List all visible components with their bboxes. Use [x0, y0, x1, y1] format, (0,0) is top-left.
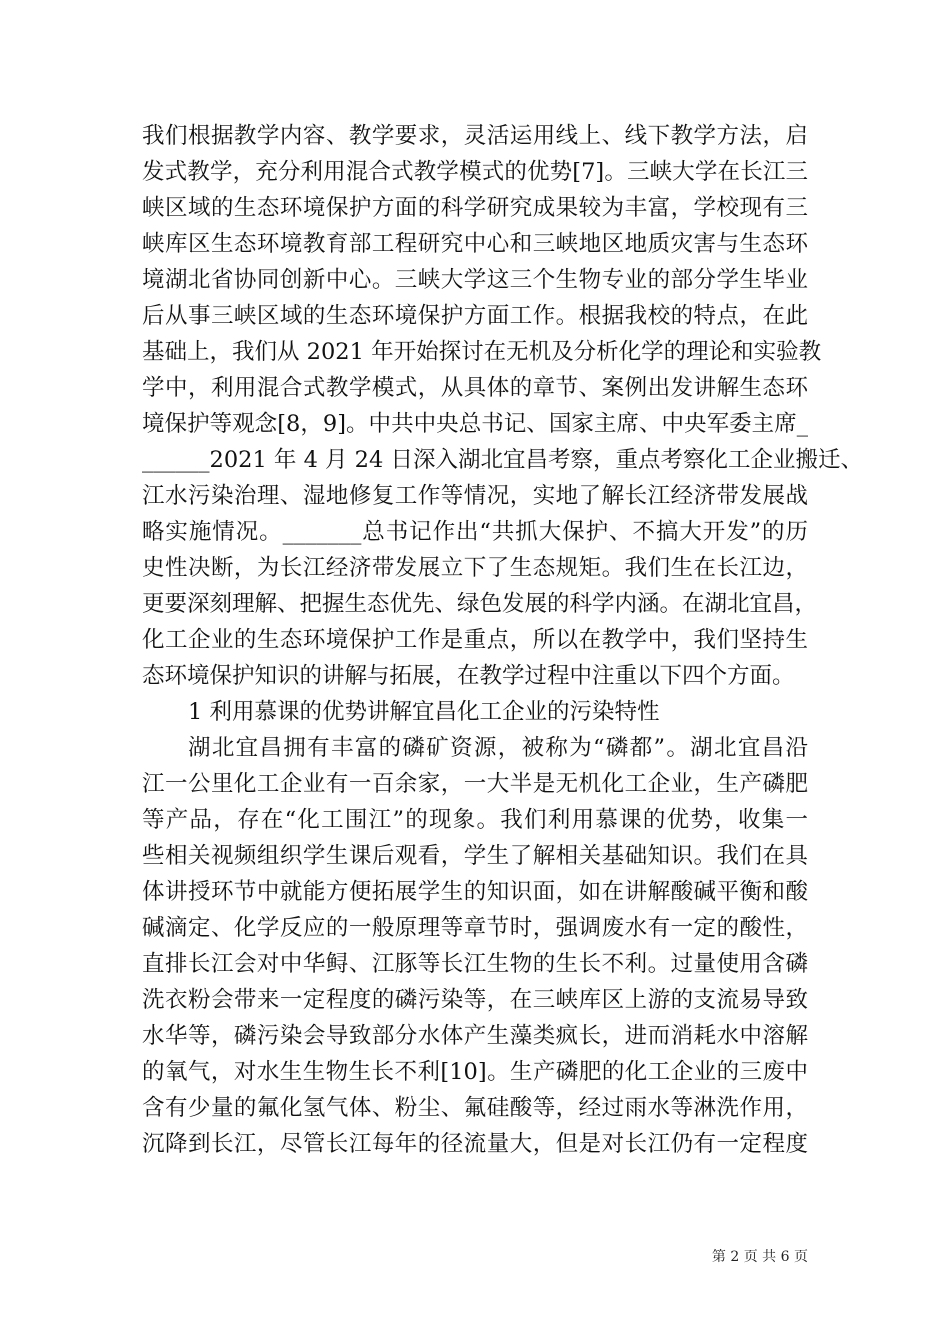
text-line — [142, 298, 808, 334]
text-line — [142, 478, 808, 514]
text-line — [142, 406, 808, 442]
text-line-content: 史性决断，为长江经济带发展立下了生态规矩。我们生在长江边， — [142, 555, 808, 581]
text-line — [142, 982, 808, 1018]
text-line-content: 略实施情况。_______总书记作出“共抓大保护、不搞大开发”的历 — [142, 519, 808, 545]
text-line-content: 直排长江会对中华鲟、江豚等长江生物的生长不利。过量使用含磷 — [142, 951, 808, 977]
body-text — [142, 118, 863, 1162]
text-line — [142, 226, 808, 262]
text-line — [142, 514, 808, 550]
text-line-content: 后从事三峡区域的生态环境保护方面工作。根据我校的特点，在此 — [142, 303, 808, 329]
text-line — [142, 658, 808, 694]
text-line-content: 的氧气，对水生生物生长不利[10]。生产磷肥的化工企业的三废中 — [142, 1059, 808, 1085]
text-line — [142, 622, 808, 658]
text-line — [142, 370, 808, 406]
text-line — [142, 946, 808, 982]
text-line-content: 含有少量的氟化氢气体、粉尘、氟硅酸等，经过雨水等淋洗作用， — [142, 1095, 808, 1121]
text-line-content: 我们根据教学内容、教学要求，灵活运用线上、线下教学方法，启 — [142, 123, 808, 149]
text-line-content: 碱滴定、化学反应的一般原理等章节时，强调废水有一定的酸性， — [142, 915, 808, 941]
section-heading — [142, 694, 808, 730]
text-line — [142, 190, 808, 226]
text-line — [142, 1090, 808, 1126]
text-line — [142, 802, 808, 838]
text-line — [142, 586, 818, 622]
text-line — [142, 550, 808, 586]
text-line-content: 峡库区生态环境教育部工程研究中心和三峡地区地质灾害与生态环 — [142, 231, 808, 257]
text-line-content: 洗衣粉会带来一定程度的磷污染等，在三峡库区上游的支流易导致 — [142, 987, 808, 1013]
text-line-content: 基础上，我们从 2021 年开始探讨在无机及分析化学的理论和实验教 — [142, 339, 822, 365]
text-line-content: 化工企业的生态环境保护工作是重点，所以在教学中，我们坚持生 — [142, 627, 808, 653]
text-line-content: 体讲授环节中就能方便拓展学生的知识面，如在讲解酸碱平衡和酸 — [142, 879, 808, 905]
text-line-content: 水华等，磷污染会导致部分水体产生藻类疯长，进而消耗水中溶解 — [142, 1023, 808, 1049]
text-line — [142, 766, 808, 802]
text-line-content: 态环境保护知识的讲解与拓展，在教学过程中注重以下四个方面。 — [142, 663, 795, 689]
text-line — [142, 442, 863, 478]
text-line — [142, 1054, 808, 1090]
text-line-content: 学中，利用混合式教学模式，从具体的章节、案例出发讲解生态环 — [142, 375, 808, 401]
text-line-content: 境保护等观念[8，9]。中共中央总书记、国家主席、中央军委主席_ — [142, 411, 808, 437]
text-line — [142, 1018, 808, 1054]
text-line — [142, 334, 822, 370]
text-line — [142, 910, 808, 946]
section-heading-text: 1 利用慕课的优势讲解宜昌化工企业的污染特性 — [188, 699, 660, 725]
text-line — [142, 874, 808, 910]
text-line-content: 些相关视频组织学生课后观看，学生了解相关基础知识。我们在具 — [142, 843, 808, 869]
page-number: 第 2 页 共 6 页 — [711, 1249, 808, 1265]
text-line-content: ______2021 年 4 月 24 日深入湖北宜昌考察，重点考察化工企业搬迁、 — [142, 447, 863, 473]
text-line — [142, 1126, 808, 1162]
text-line — [142, 262, 808, 298]
text-line-content: 湖北宜昌拥有丰富的磷矿资源，被称为“磷都”。湖北宜昌沿 — [188, 735, 808, 761]
text-line-content: 江一公里化工企业有一百余家，一大半是无机化工企业，生产磷肥 — [142, 771, 808, 797]
text-line — [142, 838, 808, 874]
text-line — [142, 154, 808, 190]
text-line — [142, 118, 808, 154]
text-line-content: 等产品，存在“化工围江”的现象。我们利用慕课的优势，收集一 — [142, 807, 808, 833]
text-line-content: 沉降到长江，尽管长江每年的径流量大，但是对长江仍有一定程度 — [142, 1131, 808, 1157]
text-line-content: 更要深刻理解、把握生态优先、绿色发展的科学内涵。在湖北宜昌， — [142, 591, 818, 617]
text-line — [142, 730, 808, 766]
text-line-content: 江水污染治理、湿地修复工作等情况，实地了解长江经济带发展战 — [142, 483, 808, 509]
text-line-content: 境湖北省协同创新中心。三峡大学这三个生物专业的部分学生毕业 — [142, 267, 808, 293]
text-line-content: 峡区域的生态环境保护方面的科学研究成果较为丰富，学校现有三 — [142, 195, 808, 221]
text-line-content: 发式教学，充分利用混合式教学模式的优势[7]。三峡大学在长江三 — [142, 159, 808, 185]
